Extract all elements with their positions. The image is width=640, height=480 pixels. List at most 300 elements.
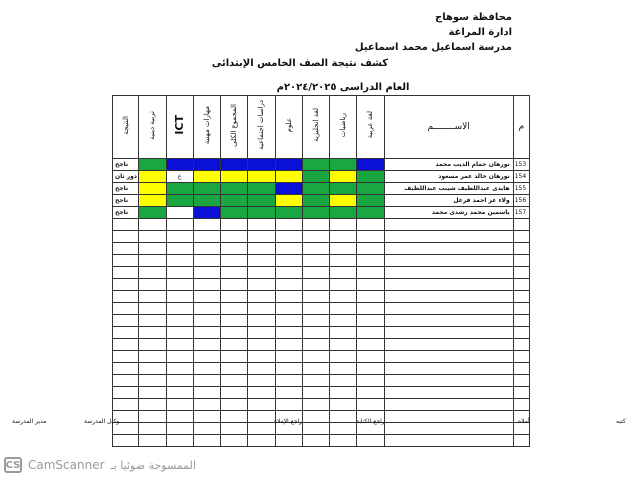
grade-vocational-cell <box>193 207 220 219</box>
empty-cell <box>166 423 193 435</box>
grade-english-cell <box>302 171 329 183</box>
empty-row <box>113 243 530 255</box>
empty-cell <box>513 351 529 363</box>
result-cell: ناجح <box>113 207 139 219</box>
grade-science-cell <box>275 171 302 183</box>
empty-cell <box>193 363 220 375</box>
grade-arabic-cell <box>357 195 384 207</box>
table-row <box>113 207 530 219</box>
footer-review-dictation: راجع الإملاء <box>274 418 303 425</box>
empty-cell <box>275 219 302 231</box>
administration-label: ادارة المراغة <box>448 27 512 38</box>
table-row <box>113 195 530 207</box>
empty-cell <box>357 399 384 411</box>
grade-arabic-cell <box>357 183 384 195</box>
empty-cell <box>113 399 139 411</box>
empty-cell <box>384 339 513 351</box>
grade-ict-cell <box>166 207 193 219</box>
empty-cell <box>330 387 357 399</box>
empty-cell <box>139 423 166 435</box>
empty-cell <box>384 399 513 411</box>
empty-cell <box>302 339 329 351</box>
empty-row <box>113 219 530 231</box>
empty-cell <box>513 315 529 327</box>
empty-cell <box>113 435 139 447</box>
grade-arabic-cell <box>357 171 384 183</box>
empty-cell <box>357 243 384 255</box>
empty-cell <box>139 231 166 243</box>
results-table <box>112 95 530 447</box>
empty-cell <box>302 255 329 267</box>
empty-cell <box>330 279 357 291</box>
row-number: 157 <box>513 207 529 219</box>
grade-social-cell <box>248 159 275 171</box>
empty-cell <box>384 255 513 267</box>
empty-cell <box>139 399 166 411</box>
empty-cell <box>248 399 275 411</box>
empty-cell <box>330 339 357 351</box>
empty-cell <box>275 375 302 387</box>
empty-cell <box>221 423 248 435</box>
col-religion: تربية دينية <box>139 96 166 159</box>
watermark-arabic: الممسوحة ضوئيا بـ <box>110 458 196 472</box>
empty-cell <box>193 387 220 399</box>
empty-cell <box>357 255 384 267</box>
empty-cell <box>384 375 513 387</box>
grade-math-cell <box>330 207 357 219</box>
col-ict: ICT <box>166 96 193 159</box>
empty-cell <box>384 219 513 231</box>
empty-cell <box>221 411 248 423</box>
empty-cell <box>275 339 302 351</box>
empty-cell <box>139 267 166 279</box>
empty-cell <box>166 255 193 267</box>
empty-cell <box>384 315 513 327</box>
school-name: مدرسة اسماعيل محمد اسماعيل <box>354 42 512 53</box>
grade-math-cell <box>330 183 357 195</box>
governorate-label: محافظة سوهاج <box>435 12 512 23</box>
empty-cell <box>248 339 275 351</box>
empty-cell <box>248 423 275 435</box>
empty-cell <box>330 267 357 279</box>
grade-social-cell <box>248 195 275 207</box>
empty-cell <box>275 363 302 375</box>
result-cell: ناجح <box>113 159 139 171</box>
empty-cell <box>275 387 302 399</box>
result-cell: ناجح <box>113 183 139 195</box>
empty-cell <box>384 231 513 243</box>
empty-cell <box>330 219 357 231</box>
empty-cell <box>139 387 166 399</box>
empty-cell <box>166 387 193 399</box>
empty-row <box>113 399 530 411</box>
empty-cell <box>357 303 384 315</box>
empty-cell <box>166 291 193 303</box>
grade-math-cell <box>330 195 357 207</box>
student-name: نورهان حمام الديب محمد <box>384 159 513 171</box>
empty-cell <box>330 351 357 363</box>
empty-cell <box>113 315 139 327</box>
empty-row <box>113 279 530 291</box>
empty-cell <box>166 435 193 447</box>
empty-cell <box>221 303 248 315</box>
empty-cell <box>513 255 529 267</box>
grade-math-cell <box>330 171 357 183</box>
empty-cell <box>302 243 329 255</box>
grade-english-cell <box>302 207 329 219</box>
footer-deputy: وكيل المدرسة <box>84 418 120 425</box>
empty-cell <box>302 423 329 435</box>
empty-cell <box>330 303 357 315</box>
empty-cell <box>302 219 329 231</box>
empty-cell <box>330 255 357 267</box>
empty-cell <box>139 255 166 267</box>
empty-cell <box>275 267 302 279</box>
col-name: الاســــــــم <box>384 96 513 159</box>
empty-cell <box>302 303 329 315</box>
empty-cell <box>513 303 529 315</box>
empty-cell <box>113 231 139 243</box>
col-total: المجموع الكلى <box>221 96 248 159</box>
empty-cell <box>302 387 329 399</box>
empty-cell <box>513 435 529 447</box>
empty-row <box>113 435 530 447</box>
empty-cell <box>275 435 302 447</box>
empty-cell <box>513 339 529 351</box>
empty-cell <box>302 411 329 423</box>
col-result: النتيجة <box>113 96 139 159</box>
col-math: رياضيات <box>330 96 357 159</box>
grade-vocational-cell <box>193 159 220 171</box>
empty-cell <box>113 375 139 387</box>
empty-cell <box>513 219 529 231</box>
footer-writing: كتبه <box>616 418 626 425</box>
empty-cell <box>166 267 193 279</box>
camscanner-watermark <box>4 456 196 474</box>
empty-cell <box>193 375 220 387</box>
empty-cell <box>193 279 220 291</box>
empty-cell <box>139 219 166 231</box>
empty-cell <box>384 363 513 375</box>
empty-row <box>113 411 530 423</box>
empty-cell <box>384 387 513 399</box>
table-row <box>113 183 530 195</box>
empty-row <box>113 231 530 243</box>
empty-cell <box>357 291 384 303</box>
empty-cell <box>248 363 275 375</box>
empty-cell <box>139 339 166 351</box>
empty-cell <box>248 291 275 303</box>
empty-cell <box>113 255 139 267</box>
empty-cell <box>113 387 139 399</box>
empty-cell <box>275 231 302 243</box>
grade-english-cell <box>302 183 329 195</box>
grade-ict-cell <box>166 195 193 207</box>
grade-vocational-cell <box>193 171 220 183</box>
empty-cell <box>248 243 275 255</box>
empty-cell <box>275 255 302 267</box>
empty-cell <box>221 327 248 339</box>
empty-cell <box>193 231 220 243</box>
empty-cell <box>139 375 166 387</box>
empty-cell <box>166 399 193 411</box>
empty-cell <box>302 291 329 303</box>
table-header-row <box>113 96 530 159</box>
empty-cell <box>166 375 193 387</box>
grade-math-cell <box>330 159 357 171</box>
row-number: 155 <box>513 183 529 195</box>
empty-cell <box>275 399 302 411</box>
empty-cell <box>357 315 384 327</box>
empty-row <box>113 339 530 351</box>
grade-science-cell <box>275 183 302 195</box>
empty-cell <box>139 303 166 315</box>
empty-cell <box>384 279 513 291</box>
col-number: م <box>513 96 529 159</box>
empty-cell <box>330 399 357 411</box>
empty-cell <box>221 279 248 291</box>
empty-cell <box>193 339 220 351</box>
empty-cell <box>221 339 248 351</box>
empty-cell <box>302 375 329 387</box>
empty-cell <box>139 243 166 255</box>
grade-ict-cell <box>166 183 193 195</box>
empty-cell <box>193 435 220 447</box>
empty-cell <box>193 351 220 363</box>
empty-row <box>113 327 530 339</box>
footer-principal: مدير المدرسة <box>12 418 47 425</box>
empty-cell <box>166 363 193 375</box>
col-english: لغة انجليزية <box>302 96 329 159</box>
empty-cell <box>193 411 220 423</box>
empty-cell <box>357 351 384 363</box>
empty-cell <box>166 351 193 363</box>
empty-cell <box>302 399 329 411</box>
empty-cell <box>357 327 384 339</box>
student-name: نورهان خالد عمر مسعود <box>384 171 513 183</box>
empty-cell <box>302 363 329 375</box>
empty-cell <box>113 267 139 279</box>
empty-cell <box>166 243 193 255</box>
grade-social-cell <box>248 207 275 219</box>
empty-cell <box>113 303 139 315</box>
empty-cell <box>166 303 193 315</box>
grade-social-cell <box>248 171 275 183</box>
empty-cell <box>221 375 248 387</box>
empty-cell <box>166 411 193 423</box>
empty-cell <box>139 435 166 447</box>
empty-cell <box>221 255 248 267</box>
empty-cell <box>113 243 139 255</box>
row-number: 154 <box>513 171 529 183</box>
empty-cell <box>357 375 384 387</box>
empty-cell <box>275 279 302 291</box>
empty-row <box>113 363 530 375</box>
table-row <box>113 159 530 171</box>
footer-review-writing: راجع الكتابة <box>356 418 385 425</box>
grade-religion-cell <box>139 195 166 207</box>
empty-cell <box>302 351 329 363</box>
student-name: ياسمين محمد رشدى محمد <box>384 207 513 219</box>
col-arabic: لغة عربية <box>357 96 384 159</box>
empty-cell <box>384 291 513 303</box>
empty-row <box>113 303 530 315</box>
empty-cell <box>193 303 220 315</box>
empty-cell <box>275 243 302 255</box>
empty-cell <box>248 219 275 231</box>
empty-cell <box>166 231 193 243</box>
empty-cell <box>330 363 357 375</box>
empty-cell <box>193 243 220 255</box>
table-row <box>113 171 530 183</box>
grade-ict-cell <box>166 159 193 171</box>
empty-cell <box>113 327 139 339</box>
col-science: علوم <box>275 96 302 159</box>
grade-arabic-cell <box>357 159 384 171</box>
empty-cell <box>513 399 529 411</box>
grade-science-cell <box>275 195 302 207</box>
empty-cell <box>302 231 329 243</box>
student-name: ولاء عز احمد فرغل <box>384 195 513 207</box>
empty-cell <box>330 375 357 387</box>
empty-cell <box>113 279 139 291</box>
empty-cell <box>221 219 248 231</box>
empty-cell <box>221 231 248 243</box>
empty-cell <box>139 315 166 327</box>
grade-total-cell <box>221 195 248 207</box>
empty-cell <box>513 363 529 375</box>
empty-cell <box>384 303 513 315</box>
empty-cell <box>357 363 384 375</box>
empty-cell <box>513 279 529 291</box>
empty-cell <box>193 423 220 435</box>
empty-cell <box>193 219 220 231</box>
empty-cell <box>357 231 384 243</box>
empty-cell <box>221 435 248 447</box>
empty-cell <box>221 267 248 279</box>
empty-cell <box>193 291 220 303</box>
empty-cell <box>330 327 357 339</box>
footer-dictation: أملاه <box>518 418 530 425</box>
empty-cell <box>221 351 248 363</box>
empty-cell <box>193 255 220 267</box>
empty-cell <box>302 279 329 291</box>
grade-total-cell <box>221 207 248 219</box>
empty-row <box>113 375 530 387</box>
empty-row <box>113 423 530 435</box>
empty-cell <box>248 435 275 447</box>
empty-cell <box>248 303 275 315</box>
grade-science-cell <box>275 207 302 219</box>
camscanner-logo-icon: CS <box>4 457 22 473</box>
student-name: هايدى عبداللطيف شيبب عبداللطيف <box>384 183 513 195</box>
empty-cell <box>139 291 166 303</box>
empty-cell <box>166 339 193 351</box>
empty-cell <box>139 279 166 291</box>
empty-cell <box>302 327 329 339</box>
empty-cell <box>248 327 275 339</box>
empty-cell <box>302 435 329 447</box>
empty-cell <box>330 435 357 447</box>
empty-cell <box>275 315 302 327</box>
grade-total-cell <box>221 159 248 171</box>
empty-cell <box>384 411 513 423</box>
empty-cell <box>302 315 329 327</box>
empty-cell <box>139 327 166 339</box>
empty-cell <box>357 339 384 351</box>
empty-cell <box>221 291 248 303</box>
empty-cell <box>113 339 139 351</box>
empty-row <box>113 387 530 399</box>
empty-cell <box>513 327 529 339</box>
empty-cell <box>166 279 193 291</box>
result-cell: ناجح <box>113 195 139 207</box>
empty-cell <box>221 399 248 411</box>
empty-cell <box>113 351 139 363</box>
empty-cell <box>248 387 275 399</box>
empty-cell <box>513 267 529 279</box>
empty-cell <box>513 387 529 399</box>
empty-cell <box>221 315 248 327</box>
empty-cell <box>330 291 357 303</box>
empty-cell <box>113 363 139 375</box>
empty-cell <box>357 435 384 447</box>
col-vocational: مهارات مهنية <box>193 96 220 159</box>
empty-cell <box>357 219 384 231</box>
empty-cell <box>330 411 357 423</box>
empty-cell <box>302 267 329 279</box>
empty-cell <box>275 303 302 315</box>
row-number: 153 <box>513 159 529 171</box>
empty-cell <box>248 315 275 327</box>
empty-cell <box>330 243 357 255</box>
empty-cell <box>248 351 275 363</box>
empty-cell <box>384 423 513 435</box>
empty-cell <box>248 411 275 423</box>
grade-english-cell <box>302 159 329 171</box>
academic-year: العام الدراسى ٢٠٢٤/٢٠٢٥م <box>276 82 410 93</box>
empty-cell <box>139 363 166 375</box>
empty-cell <box>166 315 193 327</box>
empty-cell <box>248 375 275 387</box>
empty-cell <box>357 387 384 399</box>
grade-total-cell <box>221 183 248 195</box>
grade-religion-cell <box>139 183 166 195</box>
empty-cell <box>275 291 302 303</box>
empty-cell <box>221 243 248 255</box>
empty-cell <box>166 219 193 231</box>
empty-cell <box>513 291 529 303</box>
empty-cell <box>513 231 529 243</box>
empty-cell <box>513 375 529 387</box>
empty-cell <box>193 267 220 279</box>
empty-cell <box>221 363 248 375</box>
empty-cell <box>166 327 193 339</box>
empty-cell <box>139 351 166 363</box>
empty-cell <box>275 351 302 363</box>
grade-arabic-cell <box>357 207 384 219</box>
grade-ict-cell: غ <box>166 171 193 183</box>
empty-cell <box>275 327 302 339</box>
result-cell: دور ثان <box>113 171 139 183</box>
grade-science-cell <box>275 159 302 171</box>
empty-cell <box>221 387 248 399</box>
empty-cell <box>357 279 384 291</box>
empty-cell <box>113 291 139 303</box>
watermark-brand: CamScanner <box>28 458 105 472</box>
empty-cell <box>330 423 357 435</box>
empty-cell <box>248 267 275 279</box>
